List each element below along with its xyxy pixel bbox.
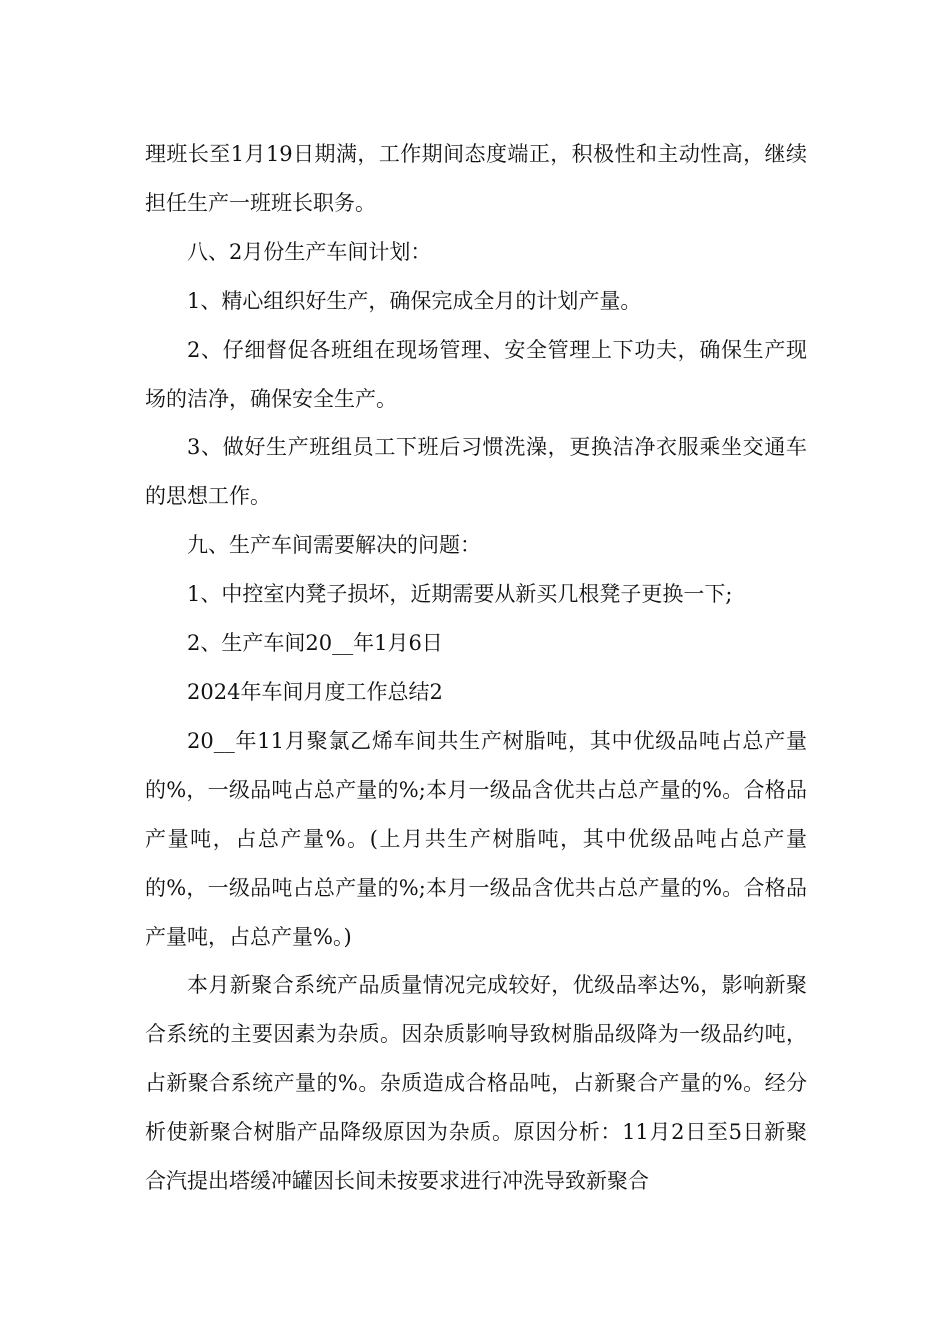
document-body xyxy=(145,130,807,1206)
section-heading-problems: 九、生产车间需要解决的问题： xyxy=(187,533,481,558)
paragraph-production-summary: 20__年11月聚氯乙烯车间共生产树脂吨，其中优级品吨占总产量的%，一级品吨占总产量的%;本月一级品含优共占总产量的%。合格品产量吨，占总产量%。(上月共生产树脂吨，其中优级品吨占总产量的%，一级品吨占总产量的%;本月一级品含优共占总产量的%。合格品产量吨，占总产量%。) xyxy=(145,728,807,949)
problem-item-2: 2、生产车间20__年1月6日 xyxy=(187,631,443,656)
plan-item-3: 3、做好生产班组员工下班后习惯洗澡，更换洁净衣服乘坐交通车的思想工作。 xyxy=(145,435,807,509)
section-heading-february-plan: 八、2月份生产车间计划： xyxy=(187,239,432,264)
paragraph-continuation: 理班长至1月19日期满，工作期间态度端正，积极性和主动性高，继续担任生产一班班长职务。 xyxy=(145,142,807,215)
document-title-2: 2024年车间月度工作总结2 xyxy=(187,679,443,704)
paragraph-quality-analysis: 本月新聚合系统产品质量情况完成较好，优级品率达%，影响新聚合系统的主要因素为杂质。因杂质影响导致树脂品级降为一级品约吨，占新聚合系统产量的%。杂质造成合格品吨，占新聚合产量的%。经分析使新聚合树脂产品降级原因为杂质。原因分析：11月2日至5日新聚合汽提出塔缓冲罐因长间未按要求进行冲洗导致新聚合 xyxy=(145,973,807,1194)
plan-item-1: 1、精心组织好生产，确保完成全月的计划产量。 xyxy=(187,288,642,313)
plan-item-2: 2、仔细督促各班组在现场管理、安全管理上下功夫，确保生产现场的洁净，确保安全生产。 xyxy=(145,337,807,411)
problem-item-1: 1、中控室内凳子损坏，近期需要从新买几根凳子更换一下; xyxy=(187,582,733,607)
